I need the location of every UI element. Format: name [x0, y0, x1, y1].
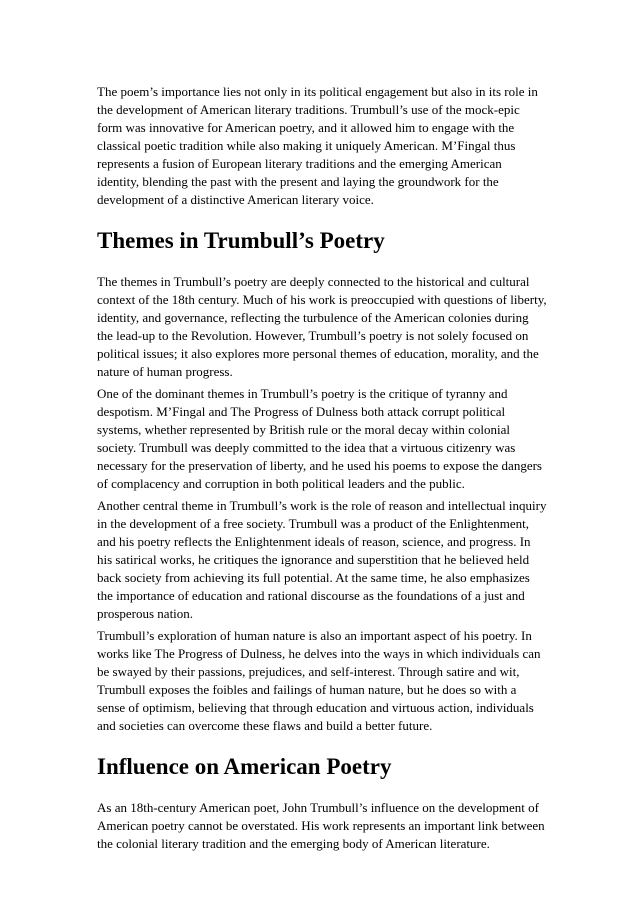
- themes-paragraph-3: Another central theme in Trumbull’s work is the role of reason and intellectual inquiry in the development of a free society. Trumbull was a product of the Enlightenment, and his poetry reflects the Enlightenment ideals of reason, science, and progress. In his satirical works, he critiques the ignorance and superstition that he believed held back society from achieving its full potential. At the same time, he also emphasizes the importance of education and rational discourse as the foundations of a just and prosperous nation.: [97, 498, 547, 621]
- intro-paragraph: The poem’s importance lies not only in its political engagement but also in its role in the development of American literary traditions. Trumbull’s use of the mock-epic form was innovative for American poetry, and it allowed him to engage with the classical poetic tradition while also making it uniquely American. M’Fingal thus represents a fusion of European literary traditions and the emerging American identity, blending the past with the present and laying the groundwork for the development of a distinctive American literary voice.: [97, 84, 538, 207]
- section-heading-themes: Themes in Trumbull’s Poetry: [97, 228, 385, 253]
- themes-paragraph-2: One of the dominant themes in Trumbull’s poetry is the critique of tyranny and despotism. M’Fingal and The Progress of Dulness both attack corrupt political systems, whether represented by British rule or the moral decay within colonial society. Trumbull was deeply committed to the idea that a virtuous citizenry was necessary for the preservation of liberty, and he used his poems to expose the dangers of complacency and corruption in both political leaders and the public.: [97, 386, 542, 491]
- document-body: [97, 83, 547, 857]
- themes-paragraph-4: Trumbull’s exploration of human nature is also an important aspect of his poetry. In works like The Progress of Dulness, he delves into the ways in which individuals can be swayed by their passions, prejudices, and self-interest. Through satire and wit, Trumbull exposes the foibles and failings of human nature, but he does so with a sense of optimism, believing that through education and virtuous action, individuals and societies can overcome these flaws and build a better future.: [97, 628, 541, 733]
- section-heading-influence: Influence on American Poetry: [97, 754, 392, 779]
- themes-paragraph-1: The themes in Trumbull’s poetry are deeply connected to the historical and cultural context of the 18th century. Much of his work is preoccupied with questions of liberty, identity, and governance, reflecting the turbulence of the American colonies during the lead-up to the Revolution. However, Trumbull’s poetry is not solely focused on political issues; it also explores more personal themes of education, morality, and the nature of human progress.: [97, 274, 547, 379]
- influence-paragraph-1: As an 18th-century American poet, John Trumbull’s influence on the development of American poetry cannot be overstated. His work represents an important link between the colonial literary tradition and the emerging body of American literature.: [97, 800, 545, 851]
